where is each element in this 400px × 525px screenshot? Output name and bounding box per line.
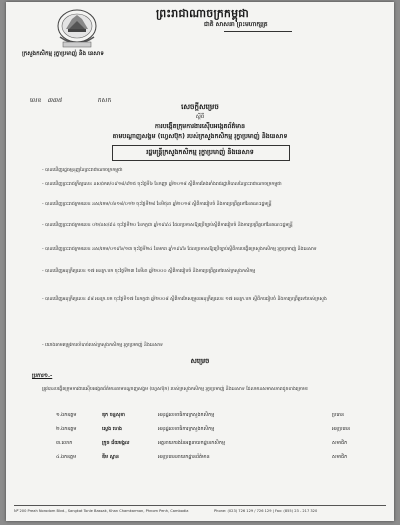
member-row [56,454,376,461]
member-row [56,412,376,419]
motto-underline [224,31,292,32]
decision-title: សេចក្តីសម្រេច [181,103,219,111]
decision-subject-line2: តាមបណ្តាញសង្គម (ហ្វេសប៊ុក) របស់ក្រសួងកសិកម្ម រុក្ខាប្រមាញ់ និងនេសាទ [112,133,288,140]
member-position: អគ្គនាយករងនៃអគ្គនាយកដ្ឋានកសិកម្ម [158,441,225,446]
member-role: អនុប្រធាន [332,427,351,432]
footer-address: Nº 200 Preah Norodom Blvd., Sangkat Tonle Bassak, Khan Chamkarmon, Phnom Penh, Cambodia [14,509,189,513]
decision-subject-label: ស្តីពី [195,114,205,120]
preamble-item: - បានឃើញរដ្ឋធម្មនុញ្ញនៃព្រះរាជាណាចក្រកម្ពុជា [42,168,123,173]
member-name: ស្វេង ហេង [102,427,122,432]
preamble-item: - បានឃើញព្រះរាជក្រមលេខ នស/រកម/០១៩៦/១៣ ចុះថ្ងៃទី២៤ ខែមករា ឆ្នាំ១៩៩៦ ដែលប្រកាសឱ្យប្រើច្បាប់ស្តីពីការបង្កើតក្រសួងកសិកម្ម រុក្ខាប្រមាញ់ និងនេសាទ [42,247,317,252]
preamble-item: - បានឃើញអនុក្រឹត្យលេខ ៩៨ អនក្រ.បក ចុះថ្ងៃទី១៧ ខែកក្កដា ឆ្នាំ២០០៨ ស្តីពីការកែសម្រួលអនុក្រឹត្យលេខ ១៧ អនក្រ.បក ស្តីពីការរៀបចំ និងការប្រព្រឹត្តទៅរបស់ក្រសួង [42,297,327,302]
member-name: ក្រូច ជ័យមង្គល [102,441,130,446]
member-number: ១.ឯកឧត្តម [56,413,77,418]
reference-suffix: កសក [97,97,112,104]
member-name: ឌឹម ស្វាន [102,455,119,460]
preamble-item: - បានឃើញព្រះរាជក្រមលេខ ០២/នស/៩៤ ចុះថ្ងៃទី២០ ខែកក្កដា ឆ្នាំ១៩៩៤ ដែលប្រកាសឱ្យប្រើច្បាប់ស្តីពីការរៀបចំ និងការប្រព្រឹត្តទៅនៃគណៈរដ្ឋមន្ត្រី [42,223,293,228]
preamble-item: - យោងតាមតម្រូវការចាំបាច់របស់ក្រសួងកសិកម្ម រុក្ខាប្រមាញ់ និងនេសាទ [42,343,163,348]
member-position: អនុរដ្ឋលេខាធិការក្រសួងកសិកម្ម [158,413,215,418]
reference-value: ៣៣៥ [47,97,62,104]
member-role: សមាជិក [332,455,348,460]
preamble-item: - បានឃើញអនុក្រឹត្យលេខ ១៧ អនក្រ.បក ចុះថ្ងៃទី២៣ ខែមីនា ឆ្នាំ២០០០ ស្តីពីការរៀបចំ និងការប្រព្រឹត្តទៅរបស់ក្រសួងកសិកម្ម [42,269,256,274]
preamble-item: - បានឃើញព្រះរាជក្រមលេខ នស/រកម/០៦១៨/០១២ ចុះថ្ងៃទី២៨ ខែមិថុនា ឆ្នាំ២០១៨ ស្តីពីការរៀបចំ និងការប្រព្រឹត្តទៅនៃគណៈរដ្ឋមន្ត្រី [42,202,272,207]
ministry-emblem-logo [54,7,100,51]
decision-heading: សម្រេច [190,357,210,365]
member-position: អនុប្រធាននាយកដ្ឋានព័ត៌មាន [158,455,210,460]
member-number: ៤.ឯកឧត្តម [56,455,77,460]
decision-subject-line1: ការបង្កើតក្រុមការងារស៊ើបអង្កេតព័ត៌មាន [154,123,246,130]
member-number: ២.ឯកឧត្តម [56,427,77,432]
footer-contact: Phone: (023) 726 129 / 726 129 | Fax: (855) 23 - 217 320 [214,509,318,513]
member-number: ៣.លោក [56,441,73,446]
member-row [56,426,376,433]
document-page [6,2,394,521]
reference-prefix: លេខ [30,97,42,104]
minister-title: រដ្ឋមន្ត្រីក្រសួងកសិកម្ម រុក្ខាប្រមាញ់ និងនេសាទ [146,148,254,156]
kingdom-title: ព្រះរាជាណាចក្រកម្ពុជា [156,7,249,20]
member-position: អនុរដ្ឋលេខាធិការក្រសួងកសិកម្ម [158,427,215,432]
footer-divider [14,505,386,506]
member-name: ឌុក ចន្ទសុខា [102,413,125,418]
article-1-text: ត្រូវបានបង្កើតក្រុមការងារស៊ើបអង្កេតព័ត៌មានតាមបណ្តាញសង្គម (ហ្វេសប៊ុក) របស់ក្រសួងកសិកម្ម រុក្ខាប្រមាញ់ និងនេសាទ ដែលមានសមាសភាពដូចខាងក្រោម៖ [42,387,308,392]
member-role: សមាជិក [332,441,348,446]
member-row [56,440,376,447]
ministry-name: ក្រសួងកសិកម្ម រុក្ខាប្រមាញ់ និង នេសាទ [22,51,104,57]
preamble-item: - បានឃើញព្រះរាជក្រឹត្យលេខ នស/រកត/០៩១៨/៩២៥ ចុះថ្ងៃទី៦ ខែកញ្ញា ឆ្នាំ២០១៨ ស្តីពីការតែងតាំងរាជរដ្ឋាភិបាលនៃព្រះរាជាណាចក្រកម្ពុជា [42,182,282,187]
national-motto: ជាតិ សាសនា ព្រះមហាក្សត្រ [204,21,268,28]
member-role: ប្រធាន [332,413,345,418]
article-1-label: ប្រការ១.- [32,373,53,379]
